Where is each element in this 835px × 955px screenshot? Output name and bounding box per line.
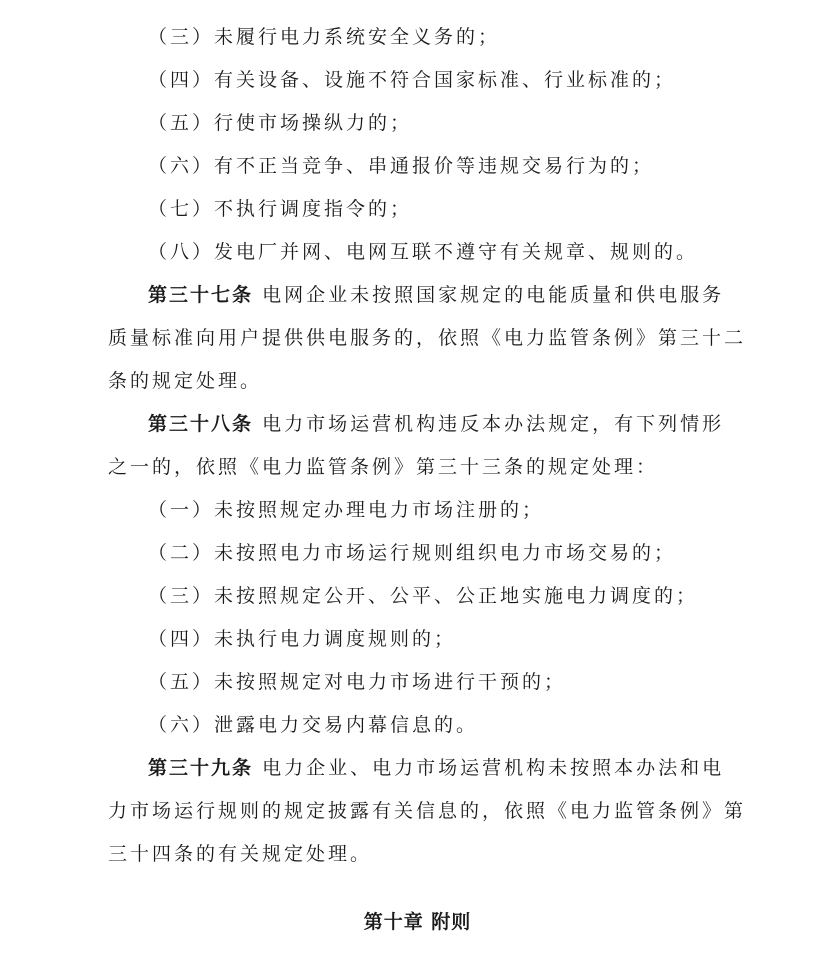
article-text: 电力市场运营机构违反本办法规定，有下列情形 [262, 413, 725, 435]
list-item: （六）泄露电力交易内幕信息的。 [148, 714, 479, 736]
article-title: 第三十九条 [148, 757, 254, 779]
list-item: （四）未执行电力调度规则的； [148, 628, 457, 650]
section-items-1 [108, 16, 728, 274]
article-title: 第三十七条 [148, 284, 254, 306]
list-item: （五）未按照规定对电力市场进行干预的； [148, 671, 567, 693]
document-page [108, 16, 747, 876]
chapter-heading: 第十章 附则 [363, 911, 472, 933]
article-text: 质量标准向用户提供供电服务的，依照《电力监管条例》第三十二 [108, 327, 747, 349]
list-item: （三）未履行电力系统安全义务的； [148, 26, 501, 48]
list-item: （六）有不正当竞争、串通报价等违规交易行为的； [148, 155, 655, 177]
list-item: （一）未按照规定办理电力市场注册的； [148, 499, 545, 521]
article-text: 电网企业未按照国家规定的电能质量和供电服务 [262, 284, 725, 306]
list-item: （五）行使市场操纵力的； [148, 112, 413, 134]
article-text: 之一的，依照《电力监管条例》第三十三条的规定处理： [108, 456, 659, 478]
article-38 [108, 403, 728, 747]
article-title: 第三十八条 [148, 413, 254, 435]
article-text: 电力企业、电力市场运营机构未按照本办法和电 [262, 757, 725, 779]
article-text: 三十四条的有关规定处理。 [108, 843, 373, 865]
list-item: （三）未按照规定公开、公平、公正地实施电力调度的； [148, 585, 699, 607]
article-text: 力市场运行规则的规定披露有关信息的，依照《电力监管条例》第 [108, 800, 747, 822]
list-item: （二）未按照电力市场运行规则组织电力市场交易的； [148, 542, 677, 564]
list-item: （八）发电厂并网、电网互联不遵守有关规章、规则的。 [148, 241, 699, 263]
article-37 [108, 274, 747, 403]
article-39 [108, 747, 747, 876]
list-item: （四）有关设备、设施不符合国家标准、行业标准的； [148, 69, 677, 91]
article-text: 条的规定处理。 [108, 370, 263, 392]
list-item: （七）不执行调度指令的； [148, 198, 413, 220]
